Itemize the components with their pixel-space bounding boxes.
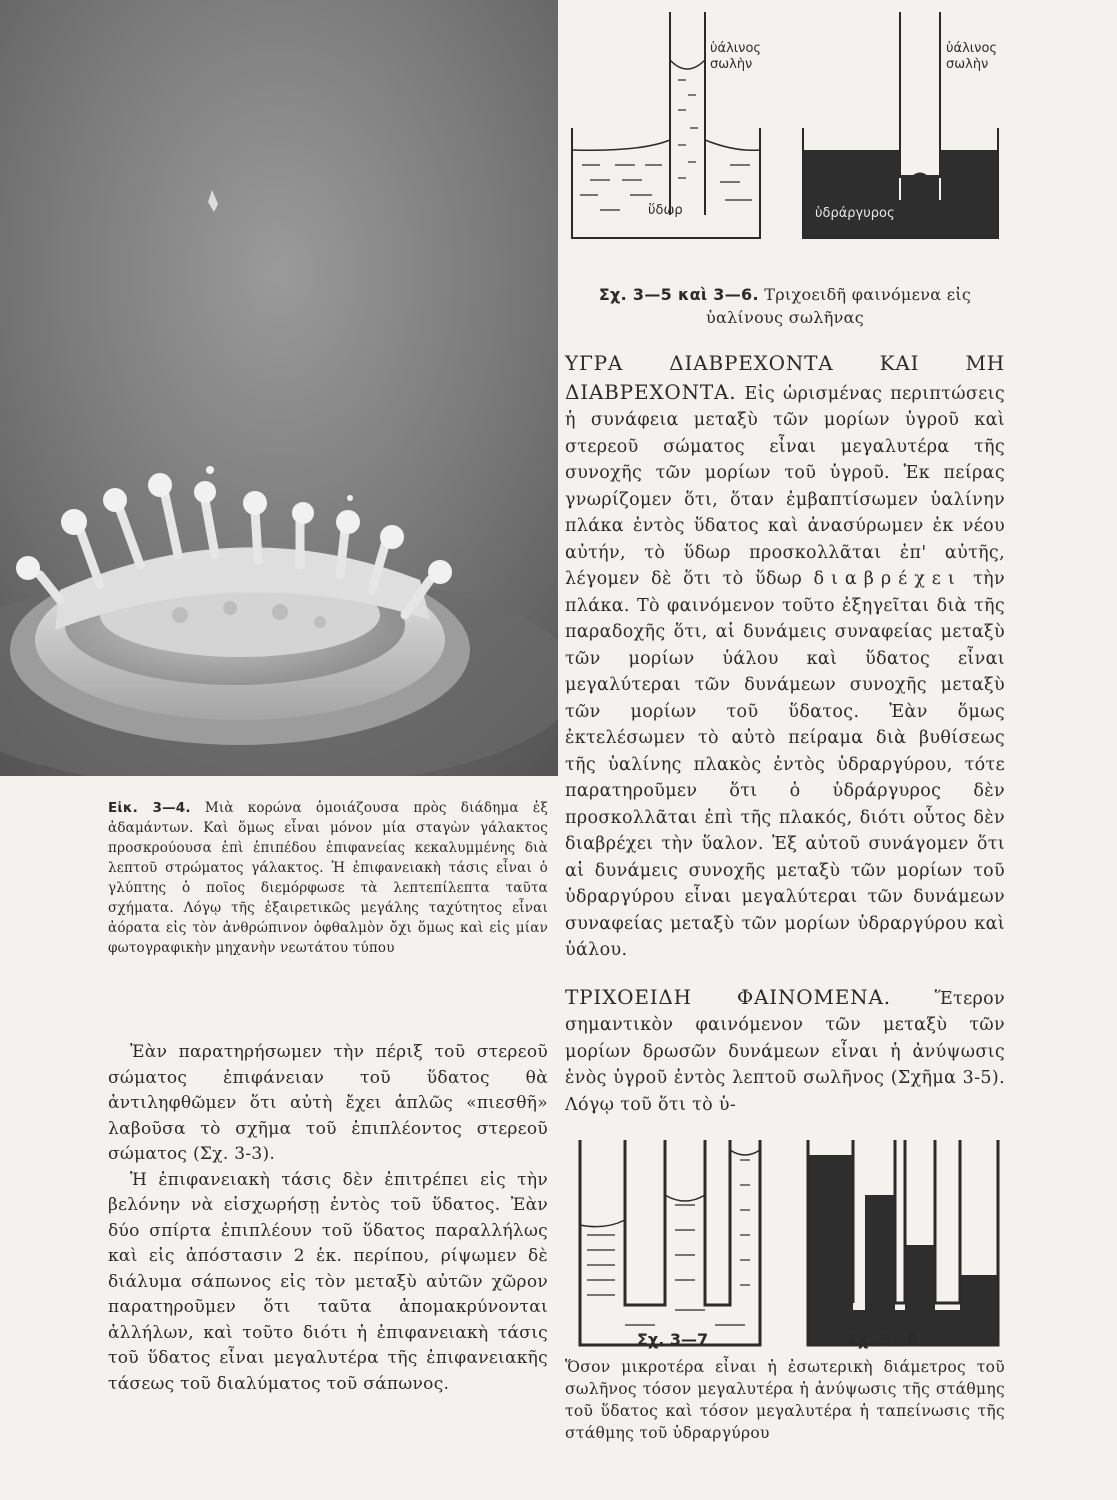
caption-text: Τριχοειδῆ φαινόμενα εἰς ὑαλίνους σωλῆνας bbox=[705, 285, 972, 327]
tubes-figure-caption: Ὅσον μικροτέρα εἶναι ἡ ἐσωτερικὴ διάμετρος τοῦ σωλῆνος τόσον μεγαλυτέρα ἡ ἀνύψωσις τῆς στάθμης τοῦ ὕδατος καὶ τόσον μεγαλυτέρα ἡ ταπείνωσις τῆς στάθμης τοῦ ὑδραργύρου bbox=[565, 1358, 1005, 1442]
section-text: Εἰς ὡρισμένας περιπτώσεις ἡ συνάφεια μεταξὺ τῶν μορίων ὑγροῦ καὶ στερεοῦ σώματος εἶναι μεγαλυτέρα τῆς συνοχῆς τῶν μορίων τοῦ ὑγροῦ. Ἐκ πείρας γνωρίζομεν ὅτι, ὅταν ἐμβαπτίσωμεν ὑαλίνην πλάκα ἐντὸς ὕδατος καὶ ἀνασύρωμεν ἐκ νέου αὐτήν, τὸ ὕδωρ προσκολλᾶται ἐπ' αὐτῆς, λέγομεν δὲ ὅτι τὸ ὕδωρ bbox=[565, 383, 1005, 589]
photo-caption bbox=[108, 798, 548, 958]
section-capillary bbox=[565, 984, 1005, 1119]
caption-text: Μιὰ κορώνα ὁμοιάζουσα πρὸς διάδημα ἐξ ἀδαμάντων. Καὶ ὅμως εἶναι μόνον μία σταγὼν γάλακτος προσκρούουσα ἐπὶ ἐπιπέδου ἐπιφανείας κεκαλυμμένης διὰ λεπτοῦ στρώματος γάλακτος. Ἡ ἐπιφανειακὴ τάσις εἶναι ὁ γλύπτης ὁ ποῖος διεμόρφωσε τὰ λεπτεπίλεπτα ταῦτα σχήματα. Λόγῳ τῆς ἐξαιρετικῶς μεγάλης ταχύτητος εἶναι ἀόρατα εἰς τὸν ἀνθρώπινον ὀφθαλμὸν ὄχι ὅμως καὶ εἰς μίαν φωτογραφικὴν μηχανὴν νεωτάτου τύπου bbox=[108, 800, 548, 956]
section-text: τὴν πλάκα. Τὸ φαινόμενον τοῦτο ἐξηγεῖται διὰ τῆς παραδοχῆς ὅτι, αἱ δυνάμεις συναφείας μεταξὺ τῶν μορίων ὑάλου καὶ ὕδατος εἶναι μεγαλύτεραι τῶν δυνάμεων συνοχῆς μεταξὺ τῶν μορίων τοῦ ὕδατος. Ἐὰν ὅμως ἐκτελέσωμεν τὸ αὐτὸ πείραμα διὰ βυθίσεως τῆς ὑαλίνης πλακὸς ἐντὸς ὑδραργύρου, τότε παρατηροῦμεν ὅτι ὁ ὑδράργυρος δὲν προσκολλᾶται ἐπὶ τῆς πλακός, διότι οὗτος δὲν διαβρέχει τὴν ὕαλον. Ἐξ αὐτοῦ συνάγομεν ὅτι αἱ δυνάμεις συνοχῆς μεταξὺ τῶν μορίων τοῦ ὑδραργύρου εἶναι μεγαλύτεραι τῶν δυνάμεων συναφείας μεταξὺ τῶν μορίων ὑδραργύρου καὶ ὑάλου. bbox=[565, 569, 1005, 960]
glass-tube-label: σωλὴν bbox=[710, 57, 753, 72]
section-text: Ἕτερον σημαντικὸν φαινόμενον τῶν μεταξὺ τῶν μορίων δρωσῶν δυνάμεων εἶναι ἡ ἀνύψωσις ἑνὸς ὑγροῦ ἐντὸς λεπτοῦ σωλῆνος (Σχῆμα 3-5). Λόγῳ τοῦ ὅτι τὸ ὑ- bbox=[565, 988, 1005, 1115]
section-heading: ΤΡΙΧΟΕΙΔΗ ΦΑΙΝΟΜΕΝΑ. bbox=[565, 984, 891, 1009]
figure-label: Εἰκ. 3—4. bbox=[108, 800, 191, 816]
tubes-figure bbox=[565, 1135, 1005, 1350]
glass-tube-label: σωλὴν bbox=[946, 57, 989, 72]
glass-tube-label: ὑάλινος bbox=[710, 41, 762, 56]
figure-label: Σχ. 3—5 καὶ 3—6. bbox=[598, 285, 759, 304]
paragraph: Ἐὰν παρατηρήσωμεν τὴν πέριξ τοῦ στερεοῦ σώματος ἐπιφάνειαν τοῦ ὕδατος θὰ ἀντιληφθῶμεν ὅτι αὐτὴ ἔχει ἁπλῶς «πιεσθῆ» λαβοῦσα τὸ σχῆμα τοῦ ἐπιπλέοντος στερεοῦ σώματος (Σχ. 3-3). bbox=[108, 1042, 548, 1164]
figure-label-3-8: Σχ. 3—8 bbox=[847, 1330, 919, 1349]
capillary-figure-caption bbox=[565, 283, 1005, 329]
section-heading: ΥΓΡΑ ΔΙΑΒΡΕΧΟΝΤΑ ΚΑΙ ΜΗ ΔΙΑΒΡΕΧΟΝΤΑ. bbox=[565, 351, 1005, 404]
milk-crown-photo bbox=[0, 0, 558, 776]
figure-label-3-7: Σχ. 3—7 bbox=[637, 1330, 709, 1349]
capillary-figure bbox=[560, 0, 1117, 280]
spaced-word: διαβρέχει bbox=[813, 569, 962, 589]
water-u-tubes-diagram bbox=[580, 1140, 760, 1345]
paragraph: Ἡ ἐπιφανειακὴ τάσις δὲν ἐπιτρέπει εἰς τὴν βελόνην νὰ εἰσχωρήσῃ ἐντὸς τοῦ ὕδατος. Ἐὰν δύο σπίρτα ἐπιπλέουν τοῦ ὕδατος παραλλήλως καὶ εἰς ἀπόστασιν 2 ἑκ. περίπου, ρίψωμεν δὲ διάλυμα σάπωνος εἰς τὸν μεταξὺ αὐτῶν χῶρον παρατηροῦμεν ὅτι ταῦτα ἀπομακρύνονται ἀλλήλων, καὶ τοῦτο διότι ἡ ἐπιφανειακὴ τάσις τοῦ ὕδατος εἶναι μεγαλυτέρα τῆς ἐπιφανειακῆς τάσεως τοῦ διαλύματος τοῦ σάπωνος. bbox=[108, 1169, 548, 1394]
mercury-label: ὑδράργυρος bbox=[815, 206, 895, 221]
section-wetting bbox=[565, 350, 1005, 964]
glass-tube-label: ὑάλινος bbox=[946, 41, 998, 56]
mercury-u-tubes-diagram bbox=[808, 1140, 998, 1345]
right-column-text bbox=[565, 350, 1005, 1118]
tubes-figure-labels bbox=[565, 1330, 1005, 1356]
water-label: ὕδωρ bbox=[648, 203, 683, 218]
left-body-text bbox=[108, 1040, 548, 1397]
